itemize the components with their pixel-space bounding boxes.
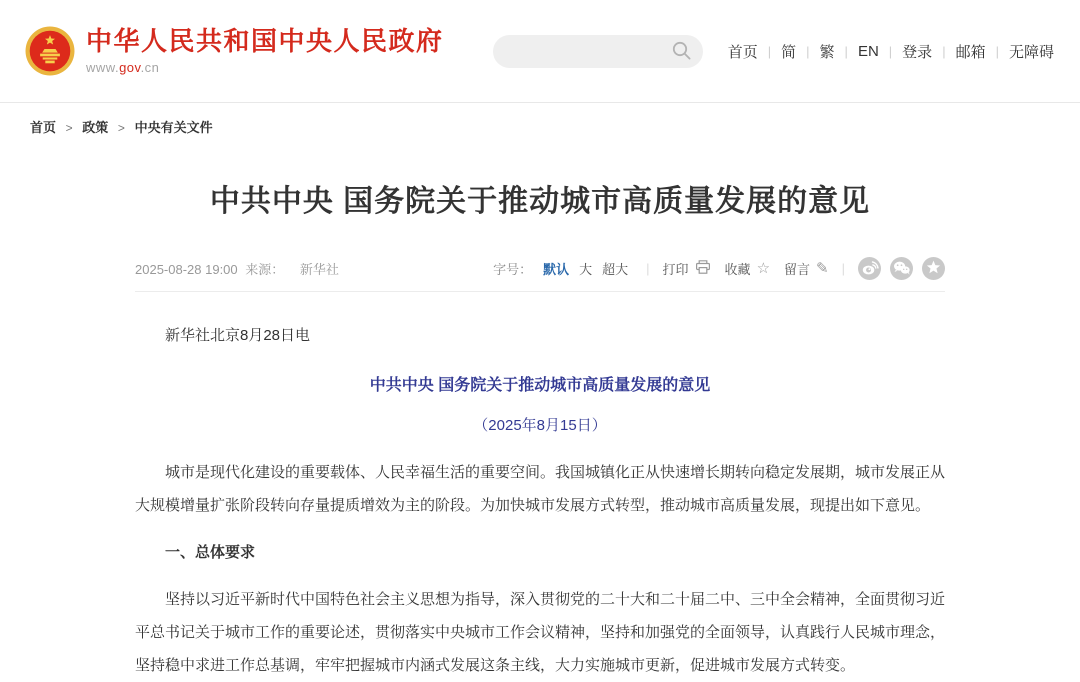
toolbar-separator: | [646,261,650,276]
document-title: 中共中央 国务院关于推动城市高质量发展的意见 [369,377,711,394]
article-meta-row [135,257,945,280]
font-size-xlarge-button[interactable]: 超大 [602,262,629,277]
top-nav [727,41,1055,62]
search-icon [671,50,693,65]
source-value: 新华社 [299,262,339,277]
nav-separator: | [888,43,893,59]
nav-login[interactable]: 登录 [902,43,933,61]
article-meta [135,259,343,278]
nav-separator: | [767,43,772,59]
site-url-gov: gov [119,59,141,75]
site-url [86,60,444,75]
breadcrumb [0,103,1080,136]
favorite-button[interactable] [725,259,770,278]
font-size-label: 字号： [493,262,533,277]
publish-datetime: 2025-08-28 19:00 [135,262,238,277]
paragraph: 城市是现代化建设的重要载体、人民幸福生活的重要空间。我国城镇化正从快速增长期转向稳定发展期，城市发展正从大规模增量扩张阶段转向存量提质增效为主的阶段。为加快城市发展方式转型，推动城市高质量发展，现提出如下意见。 [135,464,946,514]
site-header [0,0,1080,103]
nav-mail[interactable]: 邮箱 [955,43,986,61]
article-page [135,176,945,682]
nav-separator: | [844,43,848,59]
qzone-share-button[interactable] [922,257,945,280]
nav-accessibility[interactable]: 无障碍 [1008,43,1054,61]
breadcrumb-separator: > [117,121,125,135]
breadcrumb-home[interactable]: 首页 [30,120,57,135]
meta-divider [135,291,945,292]
article-body [135,319,945,682]
breadcrumb-central-documents[interactable]: 中央有关文件 [134,120,213,135]
nav-traditional[interactable]: 繁 [819,43,835,61]
weibo-share-icon [858,256,881,282]
breadcrumb-policy[interactable]: 政策 [82,120,109,135]
nav-separator: | [942,43,946,59]
nav-separator: | [806,43,810,59]
dateline: 新华社北京8月28日电 [165,327,311,344]
section-heading: 一、总体要求 [165,544,256,561]
search-button[interactable] [670,40,694,64]
site-brand[interactable] [25,26,444,76]
favorite-label: 收藏 [724,262,751,277]
breadcrumb-separator: > [65,121,73,135]
font-size-default-button[interactable]: 默认 [543,262,570,277]
document-date: （2025年8月15日） [473,417,607,434]
share-buttons [858,257,945,280]
national-emblem-icon [25,26,75,76]
comment-button[interactable] [784,259,829,278]
nav-simplified[interactable]: 简 [781,43,797,61]
site-url-cn: .cn [140,59,160,75]
page-title: 中共中央 国务院关于推动城市高质量发展的意见 [209,185,871,218]
weibo-share-button[interactable] [858,257,881,280]
site-url-www: www. [86,59,120,75]
qzone-star-icon [922,256,945,282]
paragraph: 坚持以习近平新时代中国特色社会主义思想为指导，深入贯彻党的二十大和二十届二中、三中全会精神，全面贯彻习近平总书记关于城市工作的重要论述，贯彻落实中央城市工作会议精神，坚持和加强党的全面领导，认真践行人民城市理念，坚持稳中求进工作总基调，牢牢把握城市内涵式发展这条主线，大力实施城市更新，促进城市发展方式转变。 [135,591,946,674]
pencil-icon: ✎ [816,260,829,277]
toolbar-separator: | [841,261,845,276]
font-size-large-button[interactable]: 大 [579,262,593,277]
comment-label: 留言 [784,262,811,277]
nav-english[interactable]: EN [857,42,879,60]
printer-icon [695,259,711,278]
nav-home[interactable]: 首页 [727,43,758,61]
source-label: 来源： [245,262,285,277]
wechat-share-button[interactable] [890,257,913,280]
print-label: 打印 [662,262,689,277]
site-title: 中华人民共和国中央人民政府 [86,26,444,57]
wechat-share-icon [890,256,913,282]
print-button[interactable] [663,259,711,278]
search-box [493,35,703,68]
article-toolbar [493,257,945,280]
nav-separator: | [995,43,999,59]
star-icon: ☆ [756,260,771,277]
